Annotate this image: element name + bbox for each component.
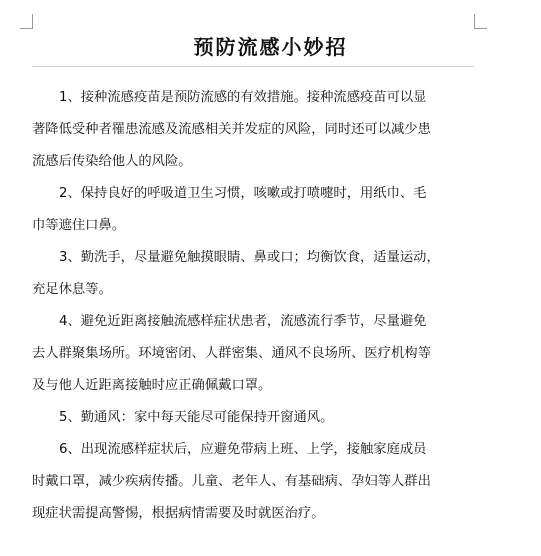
paragraph-3 [32, 242, 478, 306]
paragraph-line: 巾等遮住口鼻。 [32, 218, 126, 233]
paragraph-line: 2、保持良好的呼吸道卫生习惯，咳嗽或打喷嚏时，用纸巾、毛 [59, 186, 427, 201]
page-corner-mark-top-left [20, 14, 33, 29]
title-divider [32, 66, 474, 67]
page-corner-mark-top-right [474, 14, 487, 29]
paragraph-line: 去人群聚集场所。环境密闭、人群密集、通风不良场所、医疗机构等 [32, 346, 431, 361]
paragraph-1 [32, 82, 478, 178]
paragraph-line: 充足休息等。 [32, 282, 112, 297]
paragraph-line: 时戴口罩，减少疾病传播。儿童、老年人、有基础病、孕妇等人群出 [32, 474, 431, 489]
document-body [32, 82, 478, 530]
paragraph-line: 著降低受种者罹患流感及流感相关并发症的风险，同时还可以减少患 [32, 122, 431, 137]
paragraph-line: 4、避免近距离接触流感样症状患者，流感流行季节，尽量避免 [59, 314, 427, 329]
paragraph-line: 现症状需提高警惕，根据病情需要及时就医治疗。 [32, 506, 325, 521]
paragraph-line: 6、出现流感样症状后，应避免带病上班、上学，接触家庭成员 [59, 442, 427, 457]
paragraph-line: 及与他人近距离接触时应正确佩戴口罩。 [32, 378, 272, 393]
paragraph-2 [32, 178, 478, 242]
paragraph-5 [32, 402, 478, 434]
paragraph-line: 3、勤洗手，尽量避免触摸眼睛、鼻或口；均衡饮食，适量运动， [59, 250, 440, 265]
paragraph-4 [32, 306, 478, 402]
paragraph-line: 1、接种流感疫苗是预防流感的有效措施。接种流感疫苗可以显 [59, 90, 427, 105]
document-title: 预防流感小妙招 [193, 35, 348, 59]
paragraph-line: 流感后传染给他人的风险。 [32, 154, 192, 169]
paragraph-line: 5、勤通风：家中每天能尽可能保持开窗通风。 [59, 410, 334, 425]
paragraph-6 [32, 434, 478, 530]
